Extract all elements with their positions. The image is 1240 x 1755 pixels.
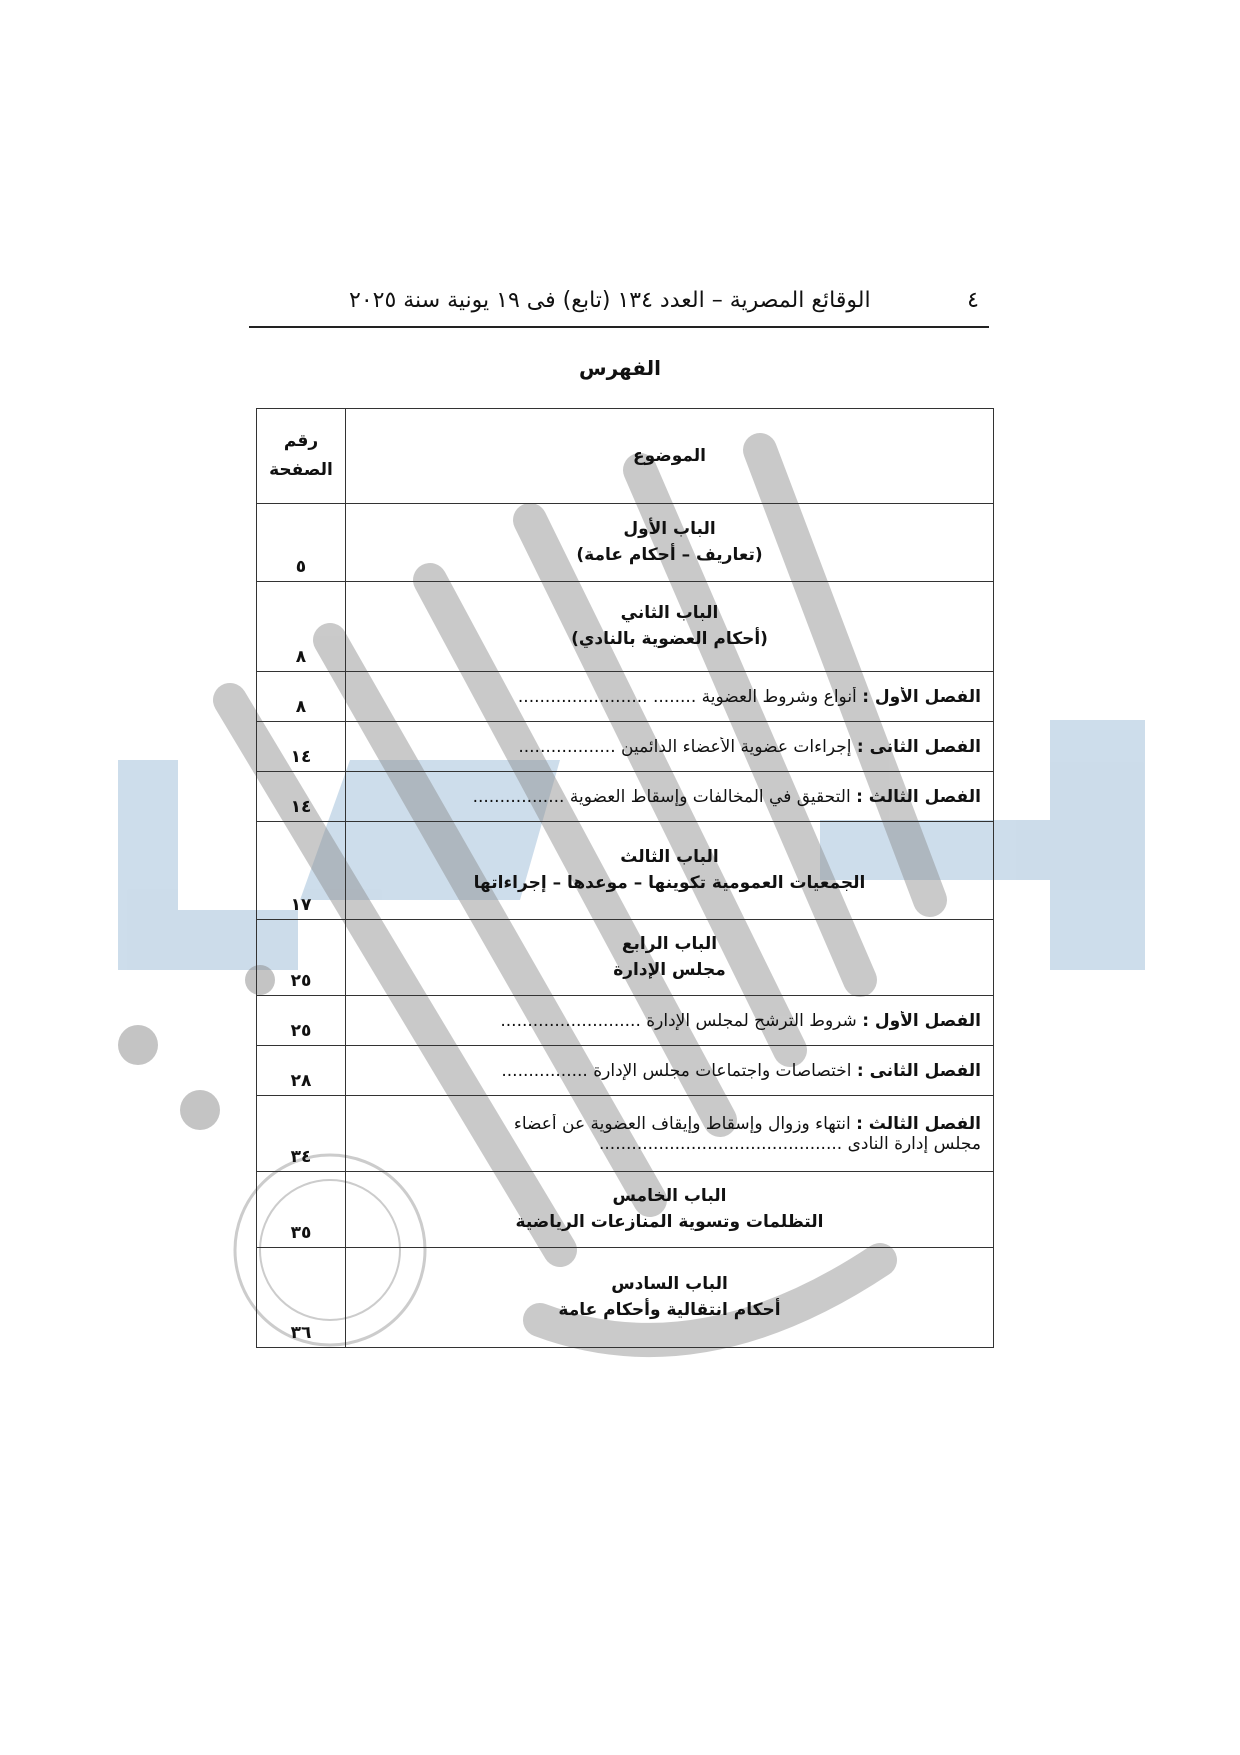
toc-page-number: ٨: [257, 672, 346, 722]
column-header-subject: الموضوع: [346, 409, 994, 504]
toc-part-row: [257, 1248, 994, 1348]
toc-subject-cell: [346, 722, 994, 772]
toc-title: الفهرس: [578, 356, 661, 380]
chapter-label: الفصل الثالث :: [856, 1113, 981, 1134]
chapter-label: الفصل الأول :: [862, 686, 981, 707]
chapter-label: الفصل الأول :: [862, 1010, 981, 1031]
toc-subject-cell: [346, 1248, 994, 1348]
part-subtitle: أحكام انتقالية وأحكام عامة: [558, 1299, 781, 1320]
toc-chapter-row: [257, 1096, 994, 1172]
column-header-page: [257, 409, 346, 504]
toc-part-row: [257, 920, 994, 996]
toc-page-number: ٣٦: [257, 1248, 346, 1348]
toc-page-number: ٨: [257, 582, 346, 672]
chapter-text: شروط الترشح لمجلس الإدارة: [646, 1010, 857, 1031]
chapter-text-line2: مجلس إدارة النادى: [847, 1133, 981, 1154]
page-header: [249, 282, 989, 328]
toc-subject-cell: [346, 1172, 994, 1248]
toc-subject-cell: [346, 772, 994, 822]
toc-subject-cell: [346, 822, 994, 920]
toc-page-number: ١٧: [257, 822, 346, 920]
toc-part-row: [257, 504, 994, 582]
toc-page-number: ٥: [257, 504, 346, 582]
page-number: ٤: [967, 288, 979, 313]
toc-chapter-row: [257, 1046, 994, 1096]
part-title: الباب الأول: [623, 519, 716, 539]
chapter-text: انتهاء وزوال وإسقاط وإيقاف العضوية عن أعضاء: [513, 1113, 851, 1134]
toc-part-row: [257, 582, 994, 672]
part-title: الباب الخامس: [612, 1186, 727, 1206]
part-subtitle: (تعاريف – أحكام عامة): [576, 544, 763, 565]
part-subtitle: (أحكام العضوية بالنادي): [571, 628, 768, 649]
toc-subject-cell: [346, 504, 994, 582]
toc-page-number: ٣٤: [257, 1096, 346, 1172]
toc-part-row: [257, 1172, 994, 1248]
leader-dots: ................: [501, 1060, 588, 1081]
column-header-page-line1: رقم: [283, 431, 319, 452]
chapter-text: التحقيق في المخالفات وإسقاط العضوية: [569, 786, 851, 807]
toc-page-number: ٢٥: [257, 996, 346, 1046]
toc-chapter-row: [257, 996, 994, 1046]
toc-subject-cell: [346, 1096, 994, 1172]
chapter-text: أنواع وشروط العضوية: [701, 686, 857, 707]
toc-page-number: ١٤: [257, 722, 346, 772]
toc-part-row: [257, 822, 994, 920]
leader-dots: ........ ........................: [517, 686, 697, 707]
part-title: الباب الرابع: [621, 934, 718, 954]
part-subtitle: التظلمات وتسوية المنازعات الرياضية: [515, 1211, 824, 1232]
chapter-label: الفصل الثانى :: [856, 736, 981, 757]
gazette-title: الوقائع المصرية – العدد ١٣٤ (تابع) فى ١٩ يونية سنة ٢٠٢٥: [349, 288, 871, 313]
part-title: الباب الثالث: [620, 847, 719, 867]
toc-subject-cell: [346, 920, 994, 996]
leader-dots: ..........................: [500, 1010, 641, 1031]
toc-page-number: ٢٨: [257, 1046, 346, 1096]
leader-dots: .................: [472, 786, 565, 807]
toc-page-number: ٣٥: [257, 1172, 346, 1248]
toc-chapter-row: [257, 772, 994, 822]
toc-subject-cell: [346, 672, 994, 722]
toc-chapter-row: [257, 672, 994, 722]
toc-subject-cell: [346, 582, 994, 672]
toc-page-number: ١٤: [257, 772, 346, 822]
table-header-row: [257, 409, 994, 504]
toc-table: [256, 408, 994, 1348]
chapter-text: إجراءات عضوية الأعضاء الدائمين: [621, 736, 852, 757]
toc-chapter-row: [257, 722, 994, 772]
leader-dots: .............................................: [599, 1133, 843, 1154]
chapter-text: اختصاصات واجتماعات مجلس الإدارة: [593, 1060, 852, 1081]
chapter-label: الفصل الثالث :: [856, 786, 981, 807]
part-subtitle: مجلس الإدارة: [613, 959, 726, 980]
leader-dots: ..................: [518, 736, 616, 757]
part-subtitle: الجمعيات العمومية تكوينها – موعدها – إجراءاتها: [473, 872, 866, 893]
chapter-label: الفصل الثانى :: [856, 1060, 981, 1081]
toc-page-number: ٢٥: [257, 920, 346, 996]
toc-subject-cell: [346, 1046, 994, 1096]
part-title: الباب الثاني: [620, 603, 719, 623]
column-header-page-line2: الصفحة: [269, 460, 333, 480]
toc-subject-cell: [346, 996, 994, 1046]
part-title: الباب السادس: [611, 1274, 728, 1294]
